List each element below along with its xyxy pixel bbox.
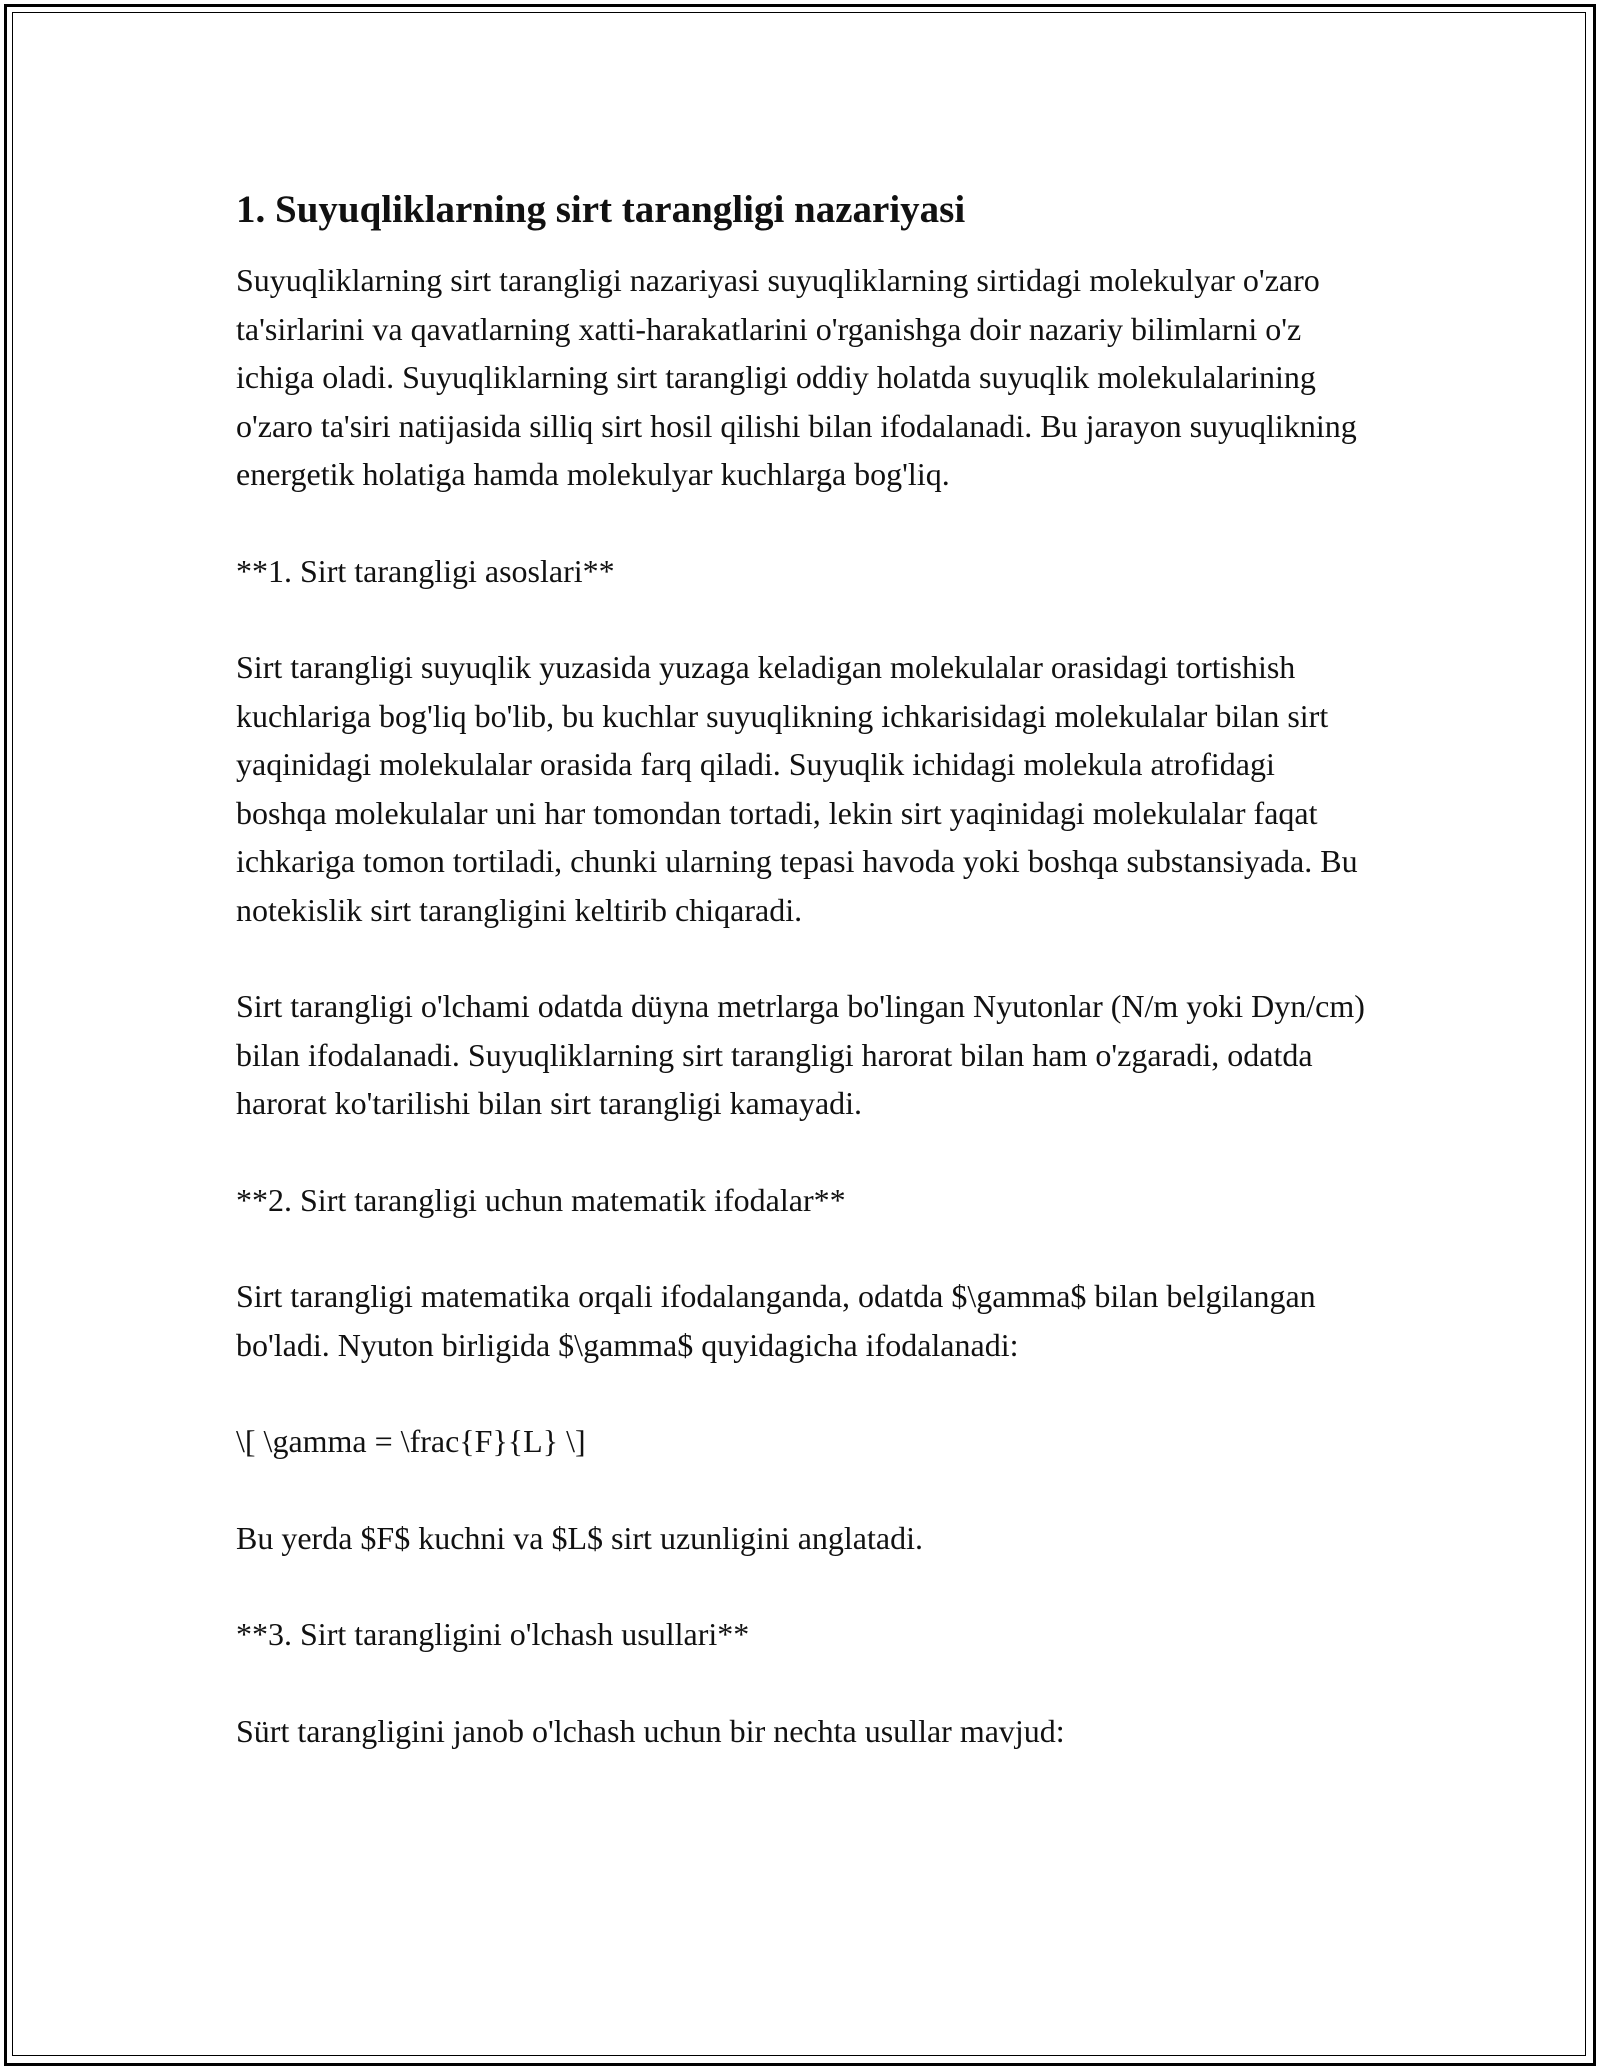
paragraph-units: Sirt tarangligi o'lchami odatda düyna metrlarga bo'lingan Nyutonlar (N/m yoki Dyn/cm) bilan ifodalanadi. Suyuqliklarning sirt tarangligi harorat bilan ham o'zgaradi, odatda harorat ko'tarilishi bilan sirt tarangligi kamayadi.: [236, 988, 1365, 1121]
section-heading-2: **2. Sirt tarangligi uchun matematik ifodalar**: [236, 1181, 846, 1218]
formula: \[ \gamma = \frac{F}{L} \]: [236, 1423, 586, 1459]
section-heading-3: **3. Sirt tarangligini o'lchash usullari**: [236, 1616, 750, 1652]
paragraph-methods: Sürt tarangligini janob o'lchash uchun bir nechta usullar mavjud:: [236, 1712, 1065, 1749]
paragraph-basics: Sirt tarangligi suyuqlik yuzasida yuzaga keladigan molekulalar orasidagi tortishish kuchlariga bog'liq bo'lib, bu kuchlar suyuqlikning ichkarisidagi molekulalar bilan sirt yaqinidagi molekulalar orasida farq qiladi. Suyuqlik ichidagi molekula atrofidagi boshqa molekulalar uni har tomondan tortadi, lekin sirt yaqinidagi molekulalar faqat ichkariga tomon tortiladi, chunki ularning tepasi havoda yoki boshqa substansiyada. Bu notekislik sirt tarangligini keltirib chiqaradi.: [236, 649, 1358, 928]
paragraph-math: Sirt tarangligi matematika orqali ifodalanganda, odatda $\gamma$ bilan belgilangan bo'ladi. Nyuton birligida $\gamma$ quyidagicha ifodalanadi:: [236, 1278, 1316, 1363]
document-body: [236, 185, 1366, 1755]
document-title: 1. Suyuqliklarning sirt tarangligi nazariyasi: [236, 188, 966, 231]
paragraph-intro: Suyuqliklarning sirt tarangligi nazariyasi suyuqliklarning sirtidagi molekulyar o'zaro ta'sirlarini va qavatlarning xatti-harakatlarini o'rganishga doir nazariy bilimlarni o'z ichiga oladi. Suyuqliklarning sirt tarangligi oddiy holatda suyuqlik molekulalarining o'zaro ta'siri natijasida silliq sirt hosil qilishi bilan ifodalanadi. Bu jarayon suyuqlikning energetik holatiga hamda molekulyar kuchlarga bog'liq.: [236, 262, 1357, 492]
section-heading-1: **1. Sirt tarangligi asoslari**: [236, 552, 615, 589]
paragraph-formula-explanation: Bu yerda $F$ kuchni va $L$ sirt uzunligini anglatadi.: [236, 1519, 923, 1556]
